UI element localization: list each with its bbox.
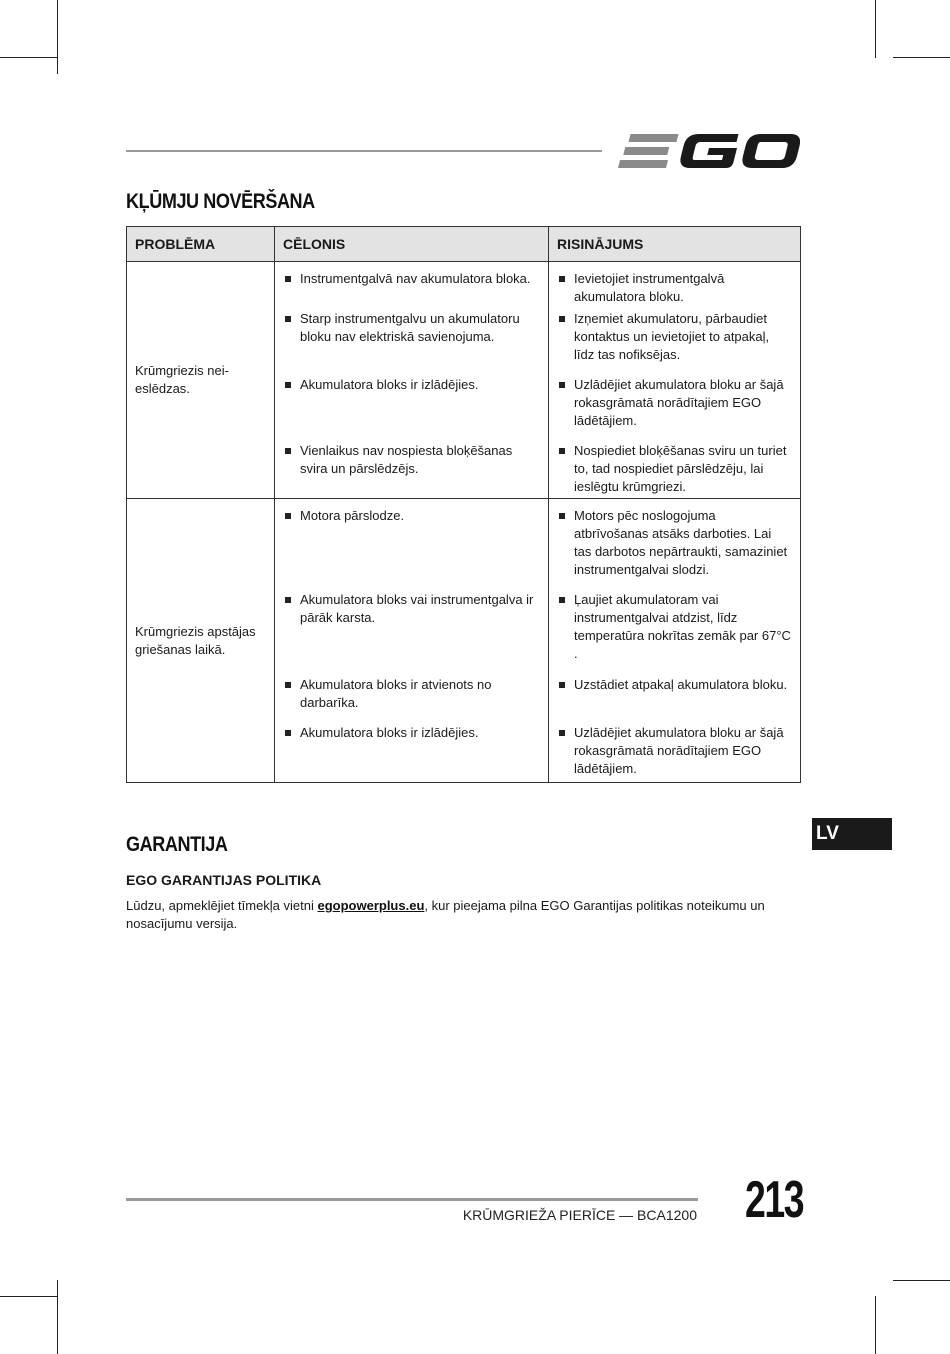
bullet-icon xyxy=(285,730,291,736)
bullet-icon xyxy=(559,276,565,282)
warranty-text-before: Lūdzu, apmeklējiet tīmekļa vietni xyxy=(126,898,318,913)
solution-item xyxy=(549,676,800,724)
cause-text: Akumulatora bloks ir izlādējies. xyxy=(300,377,479,392)
header-rule xyxy=(126,150,602,152)
cause-text: Akumulatora bloks ir izlādējies. xyxy=(300,725,479,740)
solution-text: Nospiediet bloķēšanas sviru un turiet to, tad nospiediet pārslēdzēju, lai ieslēgtu krūmgriezi. xyxy=(574,443,787,494)
table-header-row xyxy=(127,227,801,262)
cause-item xyxy=(275,724,548,782)
cause-text: Instrumentgalvā nav akumulatora bloka. xyxy=(300,271,531,286)
solution-item xyxy=(549,442,800,498)
bullet-icon xyxy=(559,730,565,736)
solution-text: Motors pēc noslogojuma atbrīvošanas atsāks darboties. Lai tas darbotos nepārtraukti, samaziniet instrumentgalvai slodzi. xyxy=(574,508,788,577)
cause-text: Motora pārslodze. xyxy=(300,508,405,523)
warranty-paragraph xyxy=(126,897,798,933)
crop-mark xyxy=(875,0,876,58)
warranty-link[interactable]: egopowerplus.eu xyxy=(317,898,425,913)
bullet-icon xyxy=(285,597,291,603)
solution-item xyxy=(549,376,800,442)
solution-item xyxy=(549,591,800,676)
solution-cell xyxy=(549,499,801,783)
table-row xyxy=(127,262,801,499)
solution-text: Uzstādiet atpakaļ akumulatora bloku. xyxy=(574,677,788,692)
solution-item xyxy=(549,270,800,310)
bullet-icon xyxy=(285,316,291,322)
footer-product-name: KRŪMGRIEŽA PIERĪCE — BCA1200 xyxy=(462,1207,697,1223)
bullet-icon xyxy=(285,382,291,388)
bullet-icon xyxy=(285,276,291,282)
bullet-icon xyxy=(559,316,565,322)
solution-text: Ļaujiet akumulatoram vai instrumentgalvai atdzist, līdz temperatūra nokrītas zemāk par 67°C . xyxy=(574,592,791,661)
warranty-text-after: , kur pieejama pilna EGO Garantijas politikas noteikumu un nosacījumu versija. xyxy=(126,898,765,931)
cause-cell xyxy=(275,262,549,499)
cause-text: Starp instrumentgalvu un akumulatoru bloku nav elektriskā savienojuma. xyxy=(300,311,520,344)
crop-mark xyxy=(57,1280,58,1354)
cause-text: Akumulatora bloks vai instrumentgalva ir pārāk karsta. xyxy=(300,592,534,625)
solution-item xyxy=(549,507,800,591)
cause-item xyxy=(275,591,548,676)
cause-text: Akumulatora bloks ir atvienots no darbarīka. xyxy=(300,677,492,710)
cause-item xyxy=(275,310,548,376)
solution-item xyxy=(549,310,800,376)
crop-mark xyxy=(57,0,58,74)
ego-logo xyxy=(616,128,800,174)
language-tab: LV xyxy=(812,818,892,850)
crop-mark xyxy=(893,1280,950,1281)
crop-mark xyxy=(0,57,57,58)
column-header-solution: RISINĀJUMS xyxy=(549,227,801,262)
solution-cell xyxy=(549,262,801,499)
crop-mark xyxy=(875,1296,876,1354)
column-header-cause: CĒLONIS xyxy=(275,227,549,262)
page-number: 213 xyxy=(745,1171,804,1229)
cause-cell xyxy=(275,499,549,783)
cause-item xyxy=(275,507,548,591)
section-title-troubleshooting: KĻŪMJU NOVĒRŠANA xyxy=(126,190,315,213)
problem-cell xyxy=(127,499,275,783)
warranty-subtitle: EGO GARANTIJAS POLITIKA xyxy=(126,872,322,888)
crop-mark xyxy=(893,57,950,58)
problem-text: Krūmgriezis nei-eslēdzas. xyxy=(135,363,229,396)
cause-item xyxy=(275,442,548,498)
footer-rule xyxy=(126,1198,698,1201)
bullet-icon xyxy=(559,382,565,388)
bullet-icon xyxy=(285,682,291,688)
troubleshooting-table xyxy=(126,226,801,783)
solution-text: Uzlādējiet akumulatora bloku ar šajā rokasgrāmatā norādītajiem EGO lādētājiem. xyxy=(574,725,784,776)
table-row xyxy=(127,499,801,783)
bullet-icon xyxy=(285,448,291,454)
column-header-problem: PROBLĒMA xyxy=(127,227,275,262)
solution-text: Ievietojiet instrumentgalvā akumulatora bloku. xyxy=(574,271,725,304)
problem-text: Krūmgriezis apstājas griešanas laikā. xyxy=(135,623,256,657)
bullet-icon xyxy=(559,597,565,603)
bullet-icon xyxy=(559,682,565,688)
problem-cell xyxy=(127,262,275,499)
solution-text: Izņemiet akumulatoru, pārbaudiet kontaktus un ievietojiet to atpakaļ, līdz tas nofiksējas. xyxy=(574,311,770,362)
solution-item xyxy=(549,724,800,782)
bullet-icon xyxy=(285,513,291,519)
cause-item xyxy=(275,270,548,310)
section-title-warranty: GARANTIJA xyxy=(126,833,228,856)
bullet-icon xyxy=(559,513,565,519)
solution-text: Uzlādējiet akumulatora bloku ar šajā rokasgrāmatā norādītajiem EGO lādētājiem. xyxy=(574,377,784,428)
cause-item xyxy=(275,376,548,442)
cause-text: Vienlaikus nav nospiesta bloķēšanas svira un pārslēdzējs. xyxy=(300,443,513,476)
crop-mark xyxy=(0,1296,57,1297)
bullet-icon xyxy=(559,448,565,454)
cause-item xyxy=(275,676,548,724)
